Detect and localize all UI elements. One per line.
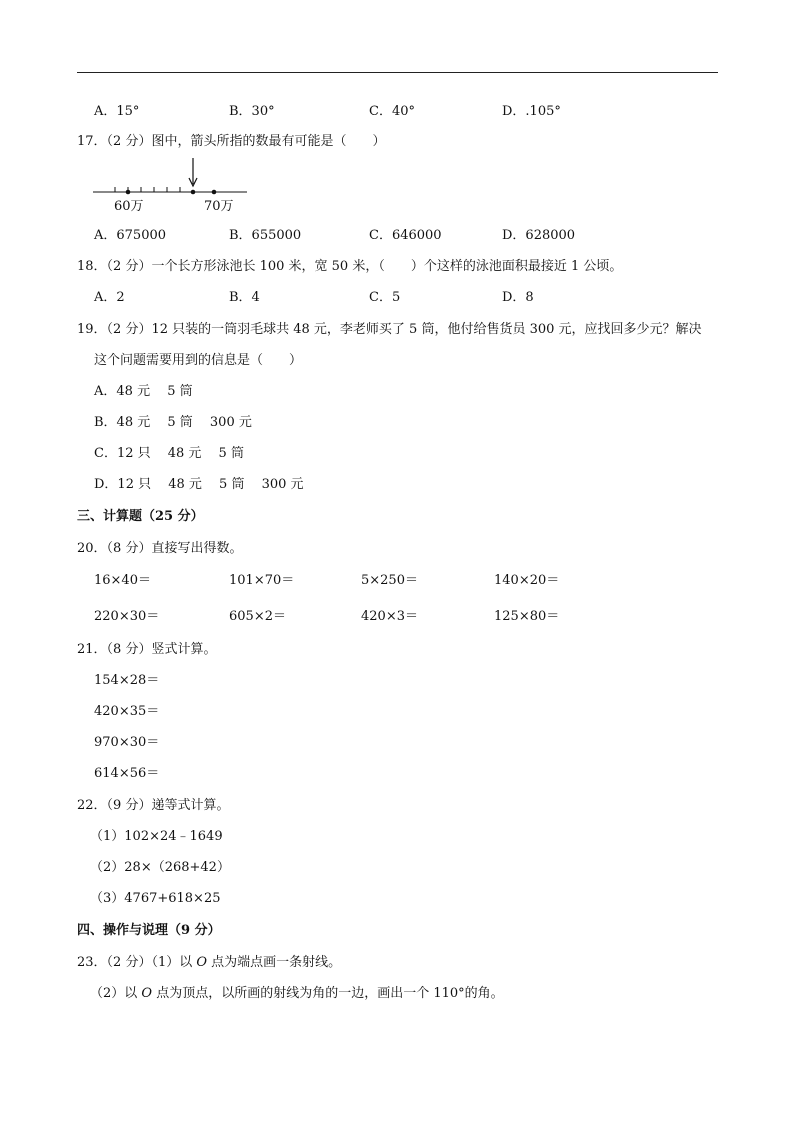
number-line-dot-arrow — [191, 190, 196, 195]
q22-stem: 22．（9 分）递等式计算。 — [77, 798, 230, 813]
q19-option-b[interactable]: B．48 元 5 筒 300 元 — [94, 415, 252, 430]
q23-line1 — [77, 955, 341, 971]
q17-option-c[interactable]: C．646000 — [369, 228, 442, 243]
q19-stem-line1: 19．（2 分）12 只装的一筒羽毛球共 48 元，李老师买了 5 筒，他付给售货员 300 元，应找回多少元？解决 — [77, 322, 702, 337]
q17-option-b[interactable]: B．655000 — [229, 228, 302, 243]
q16-option-c[interactable]: C．40° — [369, 104, 415, 119]
q19-option-c[interactable]: C．12 只 48 元 5 筒 — [94, 446, 244, 461]
q18-option-c[interactable]: C．5 — [369, 290, 401, 305]
point-o: O — [141, 986, 153, 1001]
q21-item: 970×30＝ — [94, 735, 160, 750]
q17-option-a[interactable]: A．675000 — [94, 228, 167, 243]
q17-option-d[interactable]: D．628000 — [502, 228, 576, 243]
q18-option-b[interactable]: B．4 — [229, 290, 260, 305]
section-3-title: 三、计算题（25 分） — [77, 509, 204, 524]
q19-option-a[interactable]: A．48 元 5 筒 — [94, 384, 193, 399]
header-rule — [77, 72, 718, 73]
q22-item: （2）28×（268+42） — [90, 860, 230, 875]
number-line-dot-70 — [212, 190, 217, 195]
q18-option-d[interactable]: D．8 — [502, 290, 534, 305]
q20-item: 16×40＝ — [94, 573, 151, 588]
q17-stem: 17．（2 分）图中，箭头所指的数最有可能是（ ） — [77, 134, 386, 149]
q16-option-d[interactable]: D．.105° — [502, 104, 561, 119]
point-o: O — [196, 955, 208, 970]
q20-item: 605×2＝ — [229, 609, 286, 624]
q21-item: 614×56＝ — [94, 766, 160, 781]
q20-stem: 20．（8 分）直接写出得数。 — [77, 541, 243, 556]
q21-stem: 21．（8 分）竖式计算。 — [77, 642, 217, 657]
q21-item: 154×28＝ — [94, 673, 160, 688]
q22-item: （3）4767+618×25 — [90, 891, 221, 906]
q19-option-d[interactable]: D．12 只 48 元 5 筒 300 元 — [94, 477, 304, 492]
section-4-title: 四、操作与说理（9 分） — [77, 923, 221, 938]
label-60wan: 60万 — [114, 199, 144, 214]
q17-number-line — [90, 152, 250, 216]
q22-item: （1）102×24﹣1649 — [90, 829, 223, 844]
q16-option-b[interactable]: B．30° — [229, 104, 275, 119]
q18-option-a[interactable]: A．2 — [94, 290, 125, 305]
q19-stem-line2: 这个问题需要用到的信息是（ ） — [94, 353, 303, 368]
q21-item: 420×35＝ — [94, 704, 160, 719]
q23-line2-a: （2）以 — [90, 986, 142, 1001]
q23-line1-a: 23．（2 分）（1）以 — [77, 955, 197, 970]
q23-line2-b: 点为顶点，以所画的射线为角的一边，画出一个 110°的角。 — [152, 986, 504, 1001]
q18-stem: 18．（2 分）一个长方形泳池长 100 米，宽 50 米，（ ）个这样的泳池面积最接近 1 公顷。 — [77, 259, 623, 274]
label-70wan: 70万 — [204, 199, 234, 214]
q20-item: 220×30＝ — [94, 609, 160, 624]
q23-line1-b: 点为端点画一条射线。 — [207, 955, 342, 970]
q16-option-a[interactable]: A．15° — [94, 104, 140, 119]
q20-item: 101×70＝ — [229, 573, 295, 588]
q20-item: 125×80＝ — [494, 609, 560, 624]
q20-item: 420×3＝ — [361, 609, 418, 624]
q20-item: 140×20＝ — [494, 573, 560, 588]
number-line-dot-60 — [126, 190, 131, 195]
q23-line2 — [90, 986, 504, 1002]
q20-item: 5×250＝ — [361, 573, 418, 588]
